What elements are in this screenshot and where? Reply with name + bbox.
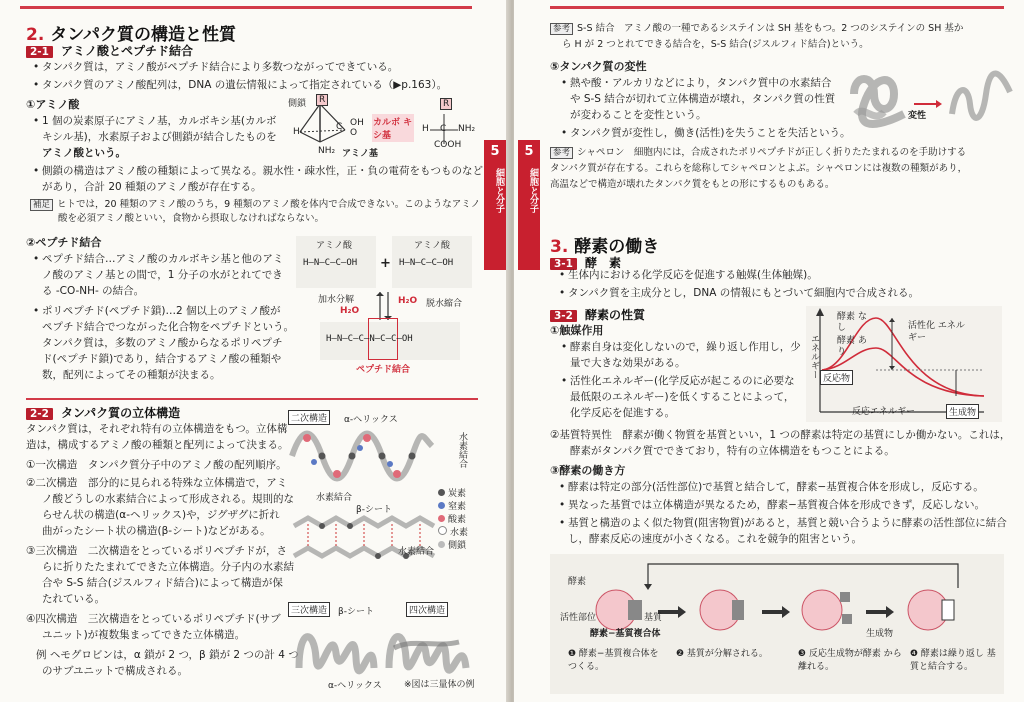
r-label-2: R (440, 98, 452, 110)
y-axis-label: エネルギー (809, 334, 819, 379)
cat-line: 化学反応を促進する。 (570, 407, 675, 419)
struct-intro: 造は，構成するアミノ酸の種類と配列によって決まる。 (26, 439, 289, 451)
condense-label: 脱水縮合 (426, 299, 463, 309)
o-atom: O (350, 128, 358, 138)
struct-item: ③三次構造 二次構造をとっているポリペプチドが，さ (26, 545, 287, 557)
cat-line: 量で大きな効果がある。 (570, 357, 686, 369)
cooh-group: COOH (434, 140, 462, 150)
how-line: • 酵素は特定の部分(活性部位)で基質と結合して，酵素−基質複合体を形成し，反応する。 (568, 480, 984, 495)
amino-line: アミノ酸という。 (42, 147, 126, 159)
step-2: ❷ 基質が分解される。 (676, 649, 768, 659)
hbond-vertical-label: 水素結合 (457, 432, 467, 468)
aa2-formula: H–N–C–C–OH (399, 258, 454, 268)
how-line: し，酵素反応の速度が小さくなる。これを競争的阻害という。 (568, 533, 862, 545)
sidechain-line: • 側鎖の構造はアミノ酸の種類によって異なる。親水性・疎水性，正・負の電荷をもつものなど (42, 164, 483, 179)
legend-sidechain: 側鎖 (438, 538, 478, 551)
top-rule (550, 6, 1004, 9)
how-heading: ③酵素の働き方 (550, 464, 626, 477)
c-atom: C (336, 122, 343, 132)
legend-carbon: 炭素 (438, 486, 478, 499)
how-line: • 異なった基質では立体構造が異なるため，酵素−基質複合体を形成できず，反応しない。 (568, 498, 985, 513)
alpha2-label: α-ヘリックス (328, 681, 382, 691)
chapter-tab-right[interactable]: 5 細胞と分子 (518, 140, 540, 270)
legend-oxygen: 酸素 (438, 512, 478, 525)
atom-legend (438, 486, 478, 551)
tertiary-label: 三次構造 (288, 602, 330, 617)
struct-item: 曲がったシート状の構造(β-シート)などがある。 (42, 525, 271, 537)
intro-line: • タンパク質は，アミノ酸がペプチド結合により多数つながってできている。 (42, 60, 398, 75)
struct-item: ノ酸どうしの水素結合によって形成される。規則的な (42, 493, 294, 505)
reaction-energy-label: 反応エネルギー (852, 407, 916, 417)
step-3: ❸ 反応生成物が酵素 から離れる。 (798, 649, 902, 672)
c-atom-2: C (440, 124, 447, 134)
plus-sign: + (380, 256, 391, 271)
struct-item: ②二次構造 部分的に見られる特殊な立体構造で，アミ (26, 477, 288, 489)
aa-label-1: アミノ酸 (316, 241, 353, 251)
quaternary-label: 四次構造 (406, 602, 448, 617)
chapter-heading-3: 3. 酵素の働き (550, 237, 660, 257)
aa1-formula: H–N–C–C–OH (303, 258, 358, 268)
struct-intro: タンパク質は，それぞれ特有の立体構造をもつ。立体構 (26, 423, 288, 435)
chapter-tab-left[interactable]: 5 細胞と分子 (484, 140, 506, 270)
substrate-label: 基質 (644, 613, 663, 623)
step-1: ❶ 酵素−基質複合体を つくる。 (568, 649, 659, 672)
r-label: R (316, 94, 328, 106)
amino-group-label: アミノ基 (342, 149, 379, 159)
peptide-line: 数，配列によってその種類が決まる。 (42, 369, 221, 381)
section-heading-3-2: 3-2 酵素の性質 (550, 306, 645, 323)
cat-line: • 酵素自身は変化しないので，繰り返し作用し，少 (570, 340, 801, 355)
denat-line: • 熱や酸・アルカリなどにより，タンパク質中の水素結合 (570, 76, 831, 91)
nh2-group-2: NH₂ (458, 124, 476, 134)
product-label: 生成物 (946, 404, 979, 419)
step-4: ❹ 酵素は繰り返し 基質と結合する。 (910, 649, 996, 672)
struct-item: ユニット)が複数集まってできた立体構造。 (42, 629, 246, 641)
sidechain-label: 側鎖 (288, 99, 307, 109)
peptide-line: • ポリペプチド(ペプチド鎖)…2 個以上のアミノ酸が (42, 304, 281, 319)
hbond-label-2: 水素結合 (398, 547, 435, 557)
denat-line: や S-S 結合が切れて立体構造が壊れ，タンパク質の性質 (570, 93, 836, 105)
denat-line: • タンパク質が変性し，働き(活性)を失うことを失活という。 (570, 126, 850, 141)
ref-ss-line: 参考 S-S 結合 アミノ酸の一種であるシステインは SH 基をもつ。2 つのシステインの SH 基か (550, 22, 963, 36)
cat-line: • 活性化エネルギー(化学反応が起こるのに必要な (570, 374, 795, 389)
h-atom-2: H (422, 124, 429, 134)
amino-line: キシル基)，水素原子および側鎖が結合したものを (42, 131, 277, 143)
chapter-tab-text: 細胞と分子 (494, 168, 504, 213)
peptide-line: ペプチド結合でつながった化合物をペプチドという。 (42, 321, 294, 333)
hydrolysis-label: 加水分解 (318, 295, 355, 305)
ref-ss-line: ら H が 2 つとれてできる結合を，S-S 結合(ジスルフィド結合)という。 (562, 39, 869, 50)
tertiary-quaternary-drawing (294, 618, 474, 676)
struct-item: 例 ヘモグロビンは，α 鎖が 2 つ，β 鎖が 2 つの計 4 つ (36, 649, 299, 661)
secondary-label: 二次構造 (288, 410, 330, 425)
struct-item: ④四次構造 三次構造をとっているポリペプチド(サブ (26, 613, 281, 625)
nh2-group: NH₂ (318, 146, 336, 156)
section-heading-2-1: 2-1 アミノ酸とペプチド結合 (26, 42, 193, 59)
s31-line: • 生体内における化学反応を促進する触媒(生体触媒)。 (568, 268, 818, 283)
h2o-in: H₂O (340, 306, 360, 316)
legend-nitrogen: 窒素 (438, 499, 478, 512)
beta2-label: β-シート (338, 607, 374, 617)
how-line: • 基質と構造のよく似た物質(阻害物質)があると，基質と競い合うように酵素の活性部位に結合 (568, 516, 1007, 531)
peptide-line: る -CO-NH- の結合。 (42, 285, 145, 297)
figure-note: ※図は三量体の例 (404, 680, 475, 690)
struct-item: たれている。 (42, 593, 105, 605)
enzyme-label: 酵素 (568, 577, 587, 587)
alpha-label: α-ヘリックス (344, 415, 398, 425)
struct-item: らせん状の構造(α-ヘリックス)や，ジグザグに折れ (42, 509, 280, 521)
catalysis-heading: ①触媒作用 (550, 324, 604, 337)
peptide-line: ド(ペプチド鎖)であり，結合するアミノ酸の種類や (42, 353, 282, 365)
carboxyl-label: カルボ キシ基 (372, 114, 414, 142)
aa-label-2: アミノ酸 (414, 241, 451, 251)
peptide-line: ノ酸のアミノ基との間で，1 分子の水がとれてでき (42, 269, 283, 281)
chapter-tab-text: 細胞と分子 (528, 168, 538, 213)
oh-group: OH (350, 118, 364, 128)
complex-label: 酵素−基質複合体 (590, 629, 661, 639)
spec-line: ②基質特異性 酵素が働く物質を基質といい，1 つの酵素は特定の基質にしか働かない。これは， (550, 429, 1011, 441)
struct-item: 合や S-S 結合(ジスルフィド結合)によって構造が保 (42, 577, 283, 589)
note-line: 酸を必須アミノ酸といい，食物から摂取しなければならない。 (58, 213, 325, 224)
dipeptide-formula: H–N–C–C–N–C–C–OH (326, 334, 413, 344)
peptide-heading: ②ペプチド結合 (26, 236, 102, 249)
ref-chaperone-line: 参考 シャペロン 細胞内には，合成されたポリペプチドが正しく折りたたまれるのを手助けする (550, 146, 966, 160)
active-site-label: 活性部位 (560, 613, 597, 623)
beta-label: β-シート (356, 505, 392, 515)
alpha-helix-drawing (292, 426, 432, 486)
note-line: 補足 ヒトでは，20 種類のアミノ酸のうち，9 種類のアミノ酸を体内で合成できない。このようなアミノ (30, 198, 480, 212)
h-atom: H (293, 127, 300, 137)
section-heading-2-2: 2-2 タンパク質の立体構造 (26, 404, 180, 421)
sidechain-line: があり，合計 20 種類のアミノ酸が存在する。 (42, 181, 262, 193)
beta-sheet-drawing (294, 516, 434, 566)
amino-line: • 1 個の炭素原子にアミノ基，カルボキシ基(カルボ (42, 114, 277, 129)
no-enzyme-label: 酵素 なし (837, 312, 867, 333)
amino-heading: ①アミノ酸 (26, 98, 80, 111)
ref-chaperone-line: タンパク質が存在する。これらを総称してシャペロンとよぶ。シャペロンには複数の種類があり， (550, 163, 968, 174)
reactant-label: 反応物 (820, 370, 853, 385)
struct-item: らに折りたたまれてできた立体構造。分子内の水素結 (42, 561, 294, 573)
ref-chaperone-line: 高温などで構造が壊れたタンパク質をもとの形にするものもある。 (550, 179, 835, 190)
peptide-line: • ペプチド結合…アミノ酸のカルボキシ基と他のアミ (42, 252, 283, 267)
spec-line: 酵素がタンパク質でできており，特有の立体構造をもつことによる。 (570, 445, 895, 457)
product-label-cycle: 生成物 (866, 629, 894, 639)
intro-line: • タンパク質のアミノ酸配列は，DNA の遺伝情報によって指定されている（▶p.163）。 (42, 78, 447, 93)
top-rule (20, 6, 472, 9)
hbond-label-1: 水素結合 (316, 493, 353, 503)
right-page (514, 0, 1024, 702)
struct-item: ①一次構造 タンパク質分子中のアミノ酸の配列順序。 (26, 459, 287, 471)
h2o-out: H₂O (398, 296, 418, 306)
with-enzyme-label: 酵素 あり (837, 336, 867, 357)
denature-label: 変性 (908, 111, 927, 121)
denat-line: が変わることを変性という。 (570, 109, 707, 121)
activation-energy-label: 活性化 エネルギー (908, 321, 965, 343)
legend-hydrogen: 水素 (438, 525, 478, 538)
section-rule (26, 398, 478, 400)
cat-line: 最低限のエネルギー)を低くすることによって， (570, 391, 795, 403)
left-page (0, 0, 510, 702)
chapter-heading: 2. タンパク質の構造と性質 (26, 25, 237, 45)
section-heading-3-1: 3-1 酵 素 (550, 254, 621, 271)
s31-line: • タンパク質を主成分とし，DNA の情報にもとづいて細胞内で合成される。 (568, 286, 919, 301)
peptide-line: タンパク質は，多数のアミノ酸からなるポリペプチ (42, 337, 283, 349)
denaturation-heading: ⑤タンパク質の変性 (550, 60, 647, 73)
struct-item: のサブユニットで構成される。 (42, 665, 189, 677)
peptide-bond-label: ペプチド結合 (356, 365, 411, 375)
